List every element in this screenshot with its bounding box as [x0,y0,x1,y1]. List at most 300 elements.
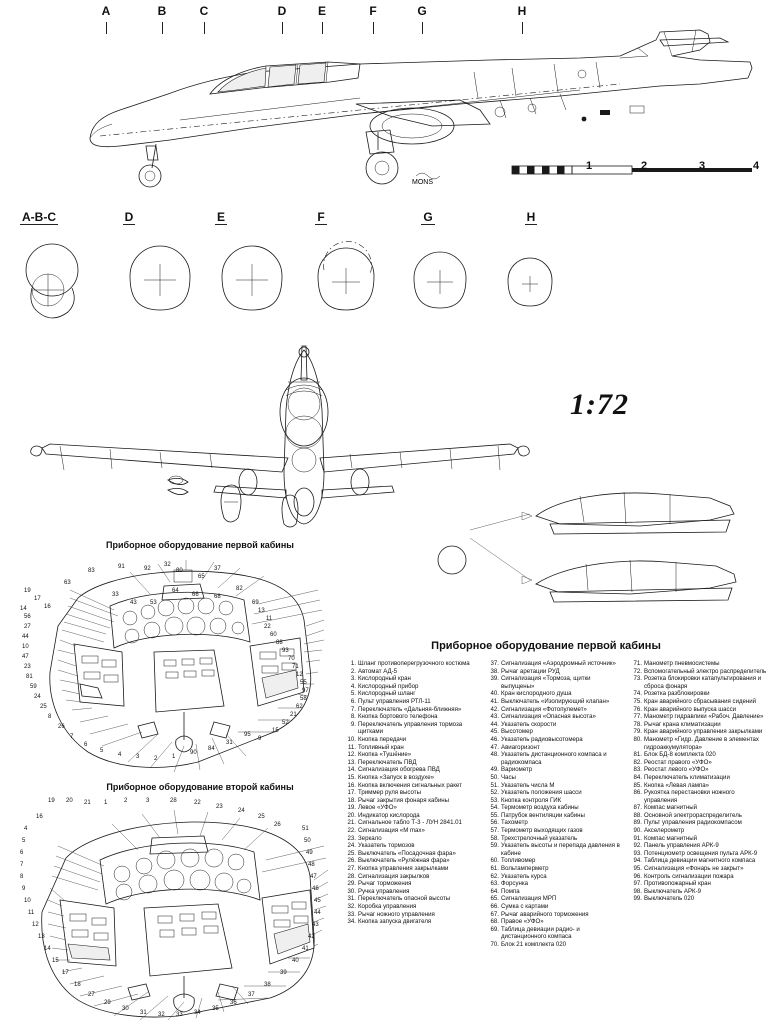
callout-number: 9 [258,736,262,742]
callout-number: 82 [236,586,243,592]
legend-text: Выключатель «Изолирующий клапан» [501,697,610,705]
callout-number: 20 [66,798,73,804]
cross-section-label-D-text: D [124,210,134,224]
legend-item [631,842,768,850]
callout-number: 33 [176,1012,183,1018]
legend-item [345,812,482,820]
legend-number: 55. [490,811,499,819]
cross-section-label-ABC [16,210,62,224]
legend-text: Триммер руля высоты [358,789,421,797]
legend-number: 86. [633,789,642,797]
legend-item [345,865,482,873]
legend-number: 37. [490,660,499,667]
legend-item [345,888,482,896]
legend-number: 74. [633,690,642,698]
callout-number: 24 [238,808,245,814]
section-letter-C: C [199,4,209,18]
scale-bar [512,160,762,182]
legend-item [631,721,768,729]
legend-item [488,926,625,941]
legend-text: Манометр гидравлики «Рабоч. Давление» [644,713,764,721]
callout-number: 4 [24,826,28,832]
legend-item [488,774,625,782]
legend-number: 54. [490,804,499,812]
legend-text: Кнопка включения сигнальных ракет [358,781,462,789]
callout-number: 13 [258,608,265,614]
legend-number: 40. [490,690,499,698]
scale-number-4: 4 [753,160,760,172]
legend-number: 96. [633,872,642,880]
legend-text: Индикатор кислорода [358,811,420,819]
callout-number: 56 [24,614,31,620]
callout-number: 32 [164,562,171,568]
legend-text: Сигнализация «Аэродромный источник» [501,660,616,667]
legend-number: 48. [490,751,499,759]
legend-item [488,873,625,881]
legend-item [631,895,768,903]
legend-number: 87. [633,804,642,812]
legend-number: 7. [350,705,356,713]
callout-number: 5 [100,748,104,754]
legend-number: 75. [633,697,642,705]
legend-number: 28. [347,872,356,880]
legend-item [345,668,482,676]
legend-number: 33. [347,910,356,918]
callout-number: 28 [170,798,177,804]
legend-number: 21. [347,819,356,827]
callout-number: 47 [310,874,317,880]
callout-number: 16 [36,814,43,820]
legend-number: 68. [490,918,499,926]
legend-number: 85. [633,781,642,789]
callout-number: 29 [104,1000,111,1006]
cross-section-label-F-text: F [317,210,325,224]
callout-number: 12 [32,922,39,928]
legend-item [345,675,482,683]
cockpit2-drawing [18,796,348,1021]
legend-item [631,835,768,843]
legend-item [345,774,482,782]
callout-number: 25 [40,704,47,710]
legend-item [631,827,768,835]
legend-number: 19. [347,804,356,812]
legend-text: Сигнализация «Фотопулемет» [501,705,587,713]
callout-number: 14 [20,606,27,612]
callout-number: 52 [282,720,289,726]
legend-item [631,698,768,706]
cockpit1-caption: Приборное оборудование первой кабины [106,540,294,550]
legend-item [631,706,768,714]
legend-text: Акселерометр [644,827,685,835]
callout-number: 16 [44,604,51,610]
svg-text:MONS: MONS [412,179,433,186]
legend-text: Кнопка запуска двигателя [358,918,432,926]
legend-item [631,782,768,790]
legend-text: Вариометр [501,766,533,774]
callout-number: 50 [304,838,311,844]
scale-number-1: 1 [586,160,593,172]
callout-number: 26 [58,724,65,730]
legend-text: Сигнализация МРП [501,895,557,903]
callout-number: 60 [270,632,277,638]
legend-item [488,804,625,812]
legend-text: Указатель скорости [501,720,557,728]
callout-number: 80 [176,568,183,574]
legend-text: Кислородный шланг [358,690,416,698]
legend-item [345,713,482,721]
legend-item [488,888,625,896]
cross-section-label-G-text: G [423,210,433,224]
legend-text: Сигнализация «М max» [358,827,425,835]
legend-text: Коробка управления [358,903,417,910]
callout-number: 41 [302,946,309,952]
callout-number: 15 [272,728,279,734]
legend-number: 79. [633,728,642,736]
legend-number: 57. [490,827,499,835]
legend-number: 49. [490,766,499,774]
legend-text: Рычаг аретации РУД [501,667,560,675]
callout-number: 37 [214,566,221,572]
callout-number: 19 [48,798,55,804]
legend-item [488,782,625,790]
legend-number: 3. [350,675,356,683]
legend-number: 5. [350,690,356,698]
legend-number: 60. [490,857,499,865]
legend-number: 4. [350,682,356,690]
callout-number: 91 [118,564,125,570]
legend-item [631,812,768,820]
legend-column-2 [488,660,625,1020]
callout-number: 53 [150,600,157,606]
legend-text: Манометр пневмосистемы [644,660,720,667]
legend-text: Таблица девиации магнитного компаса [644,857,756,865]
legend-number: 31. [347,895,356,903]
legend-item [488,698,625,706]
legend-item [631,736,768,751]
legend-number: 50. [490,773,499,781]
legend-item [488,911,625,919]
legend-number: 23. [347,834,356,842]
legend-number: 80. [633,735,642,743]
legend-item [345,797,482,805]
scale-ratio-label: 1:72 [570,388,629,421]
callout-number: 2 [154,756,158,762]
legend-number: 26. [347,857,356,865]
legend-number: 81. [633,751,642,759]
legend-text: Кислородный кран [358,675,411,683]
legend-text: Указатель курса [501,872,547,880]
legend-item [631,857,768,865]
legend-item [488,827,625,835]
legend-text: Указатель положения шасси [501,789,582,797]
cross-section-label-H-text: H [526,210,536,224]
callout-number: 8 [48,714,52,720]
legend-text: Панель управления АРК-9 [644,842,719,850]
legend-item [631,873,768,881]
callout-number: 49 [306,850,313,856]
callout-number: 19 [24,588,31,594]
legend-number: 72. [633,667,642,675]
callout-number: 84 [208,746,215,752]
legend-number: 93. [633,849,642,857]
legend-text: Вольтамперметр [501,865,549,873]
callout-number: 43 [130,600,137,606]
legend-number: 12. [347,751,356,759]
section-letter-G: G [417,4,427,18]
legend-item [345,850,482,858]
callout-number: 38 [264,982,271,988]
legend-item [345,835,482,843]
legend-number: 1. [350,660,356,667]
legend-item [345,660,482,668]
legend-item [488,797,625,805]
section-letter-E: E [317,4,326,18]
legend-text: Трехстрелочный указатель [501,834,578,842]
callout-number: 2 [124,798,128,804]
legend-item [488,812,625,820]
legend-number: 29. [347,880,356,888]
legend-number: 89. [633,819,642,827]
legend-text: Выключатель 020 [644,895,695,903]
legend-item [345,895,482,903]
legend-item [488,675,625,690]
cross-section-label-H [508,210,554,224]
callout-number: 7 [20,862,24,868]
callout-number: 43 [312,922,319,928]
cross-section-label-E [198,210,244,224]
legend-text: Сигнальное табло Т-3 - ЛУН 2841.01 [358,819,462,827]
callout-number: 66 [192,592,199,598]
callout-number: 95 [244,732,251,738]
callout-number: 11 [28,910,35,916]
callout-number: 93 [282,648,289,654]
legend-text: Реостат правого «УФО» [644,758,712,766]
legend-text: Рычаг крана климатизации [644,720,721,728]
legend-text: Кнопка передачи [358,735,407,743]
callout-number: 39 [280,970,287,976]
legend-item [631,850,768,858]
legend-item [345,873,482,881]
callout-number: 30 [122,1006,129,1012]
legend-item [488,766,625,774]
cockpit2-caption: Приборное оборудование второй кабины [106,782,294,792]
legend-text: Рычаг закрытия фонаря кабины [358,796,450,804]
legend-number: 9. [350,720,356,728]
callout-number: 46 [312,886,319,892]
callout-number: 7 [70,734,74,740]
legend-text: Выключатель «Рулёжная фара» [358,857,450,865]
cross-section-label-D [106,210,152,224]
legend-number: 65. [490,895,499,903]
callout-number: 23 [216,804,223,810]
legend-number: 62. [490,872,499,880]
legend-item [345,706,482,714]
cross-section-label-E-text: E [216,210,225,224]
legend-item [488,660,625,668]
legend-text: Форсунка [501,880,529,888]
callout-number: 10 [24,898,31,904]
section-letter-F: F [369,4,377,18]
callout-number: 65 [198,574,205,580]
legend-item [488,903,625,911]
cross-sections [10,236,590,336]
callout-number: 1 [104,800,108,806]
legend-number: 16. [347,781,356,789]
legend-number: 46. [490,735,499,743]
legend-item [488,728,625,736]
legend-number: 69. [490,925,499,933]
legend-item [488,736,625,744]
legend-text: Кнопка «Туше́ние» [358,751,412,759]
callout-number: 24 [34,694,41,700]
callout-number: 31 [226,740,233,746]
callout-number: 6 [20,850,24,856]
legend-number: 95. [633,865,642,873]
legend-item [345,903,482,911]
legend-text: Топливный кран [358,743,404,751]
legend-text: Сигнализация «Фонарь не закрыт» [644,865,744,873]
legend-number: 73. [633,675,642,683]
legend-text: Вспомогательный электро распределитель [644,667,767,675]
legend-number: 78. [633,720,642,728]
legend-text: Авиагоризонт [501,743,540,751]
legend-item [488,789,625,797]
callout-number: 36 [230,1000,237,1006]
legend-item [488,713,625,721]
legend-item [488,880,625,888]
legend-item [345,744,482,752]
legend-text: Переключатель управления тормоза щитками [358,720,463,736]
callout-number: 55 [300,680,307,686]
section-letter-H: H [517,4,527,18]
legend-item [345,789,482,797]
legend-number: 90. [633,827,642,835]
callout-number: 21 [290,712,297,718]
callout-number: 40 [292,958,299,964]
callout-number: 18 [74,982,81,988]
legend-number: 6. [350,697,356,705]
legend-number: 64. [490,887,499,895]
legend-item [488,690,625,698]
legend-item [631,759,768,767]
legend-text: Помпа [501,887,520,895]
cross-section-label-ABC-text: A-B-C [22,210,56,224]
legend-item [345,759,482,767]
legend-item [631,690,768,698]
legend-number: 8. [350,713,356,721]
legend-item [631,819,768,827]
legend-number: 66. [490,903,499,910]
legend-item [345,683,482,691]
legend-number: 82. [633,758,642,766]
legend-text: Переключатель климатизации [644,773,730,781]
legend-text: Сигнализация «Опасная высота» [501,713,596,721]
legend-text: Ручка управления [358,887,410,895]
section-letter-A: A [101,4,111,18]
legend-item [345,751,482,759]
callout-number: 17 [62,970,69,976]
legend-item [488,865,625,873]
legend-number: 38. [490,667,499,675]
legend-number: 44. [490,720,499,728]
callout-number: 70 [288,656,295,662]
legend-item [345,827,482,835]
legend-number: 32. [347,903,356,910]
legend-text: Потенциометр освещения пульта АРК-9 [644,849,758,857]
callout-number: 62 [296,704,303,710]
legend-item [631,774,768,782]
section-letter-D: D [277,4,287,18]
legend-text: Кран аварийного управления закрылками [644,728,763,736]
legend-text: Блок БД-8 комплекта 020 [644,751,716,759]
callout-number: 58 [300,696,307,702]
legend-text: Термометр выходящих газов [501,827,583,835]
legend-number: 97. [633,880,642,888]
legend-text: Часы [501,773,516,781]
legend-text: Реостат левого «УФО» [644,766,709,774]
legend-text: Пульт управления РТЛ-11 [358,697,431,705]
legend-text: Кнопка контроля ГИК [501,796,562,804]
legend-item [345,911,482,919]
legend-text: Переключатель «Дальняя-ближняя» [358,705,462,713]
callout-number: 27 [24,624,31,630]
legend-text: Компас магнитный [644,804,698,812]
callout-number: 37 [248,992,255,998]
callout-number: 48 [308,862,315,868]
legend-number: 25. [347,849,356,857]
callout-number: 42 [308,934,315,940]
scale-number-3: 3 [699,160,706,172]
callout-number: 33 [112,592,119,598]
legend-item [631,804,768,812]
legend-item [488,842,625,857]
legend-text: Зеркало [358,834,382,842]
legend-text: Кран аварийного выпуска шасси [644,705,737,713]
legend-text: Правое «УФО» [501,918,544,926]
callout-number: 14 [44,946,51,952]
legend-number: 52. [490,789,499,797]
callout-number: 1 [172,754,176,760]
legend-number: 27. [347,865,356,873]
legend-text: Указатель радиовысотомера [501,735,583,743]
callout-number: 8 [20,874,24,880]
legend-number: 39. [490,675,499,683]
legend-title: Приборное оборудование первой кабины [431,640,661,652]
legend-item [631,789,768,804]
legend-number: 14. [347,766,356,774]
cross-section-label-G [405,210,451,224]
legend-number: 15. [347,773,356,781]
callout-number: 90 [190,750,197,756]
legend-item [345,721,482,736]
legend-item [488,918,625,926]
callout-number: 45 [314,898,321,904]
canopy-detail-circle [432,540,472,580]
legend-number: 20. [347,811,356,819]
legend-item [345,782,482,790]
legend-text: Кран аварийного сбрасывания сидений [644,697,757,705]
legend-item [345,736,482,744]
legend-text: Кислородный прибор [358,682,419,690]
legend-text: Рычаг торможения [358,880,412,888]
legend-number: 92. [633,842,642,850]
legend-text: Указатель высоты и перепада давления в кабине [501,842,620,857]
legend-text: Пульт управления радиокомпасом [644,819,742,827]
callout-number: 26 [274,822,281,828]
callout-number: 59 [30,684,37,690]
callout-number: 11 [266,616,273,622]
callout-number: 21 [84,800,91,806]
